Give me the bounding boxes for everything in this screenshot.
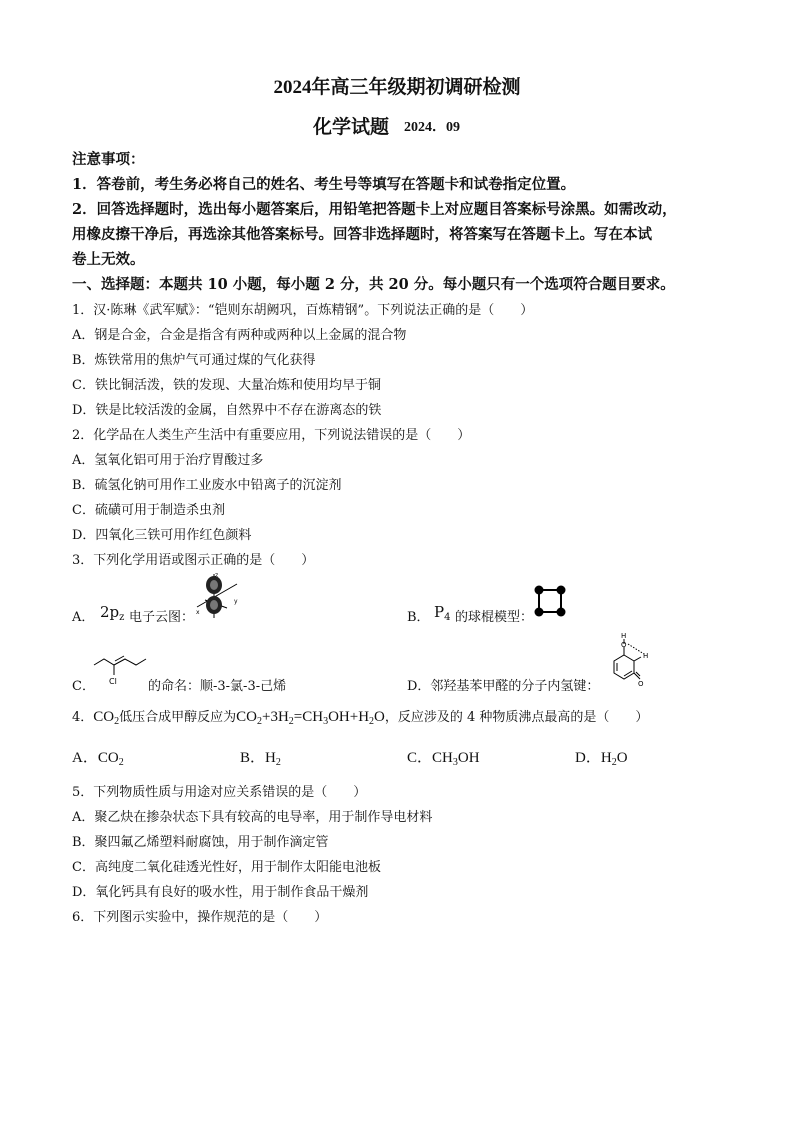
section-heading: 一、选择题：本题共 10 小题，每小题 2 分，共 20 分。每小题只有一个选项符合题目要求。 [72,276,675,293]
q2-option-b: B．硫氢化钠可用作工业废水中铅离子的沉淀剂 [72,478,342,493]
notice-item-2-line-3: 卷上无效。 [72,251,145,268]
exam-date: 2024．09 [404,120,460,135]
q3-option-d-text: D．邻羟基苯甲醛的分子内氢键： [407,679,600,694]
notice-item-2-line-1: 2．回答选择题时，选出每小题答案后，用铅笔把答题卡上对应题目答案标号涂黑。如需改动， [72,201,677,218]
q5-stem: 5．下列物质性质与用途对应关系错误的是（ ） [72,785,367,800]
q4-option-a: A．$CO_2$ [72,750,124,768]
q1-stem: 1．汉·陈琳《武军赋》：“铠则东胡阙巩，百炼精钢”。下列说法正确的是（ ） [72,303,534,318]
q3-option-b-formula: $P_4$ [434,603,451,623]
q2-option-d: D．四氧化三铁可用作红色颜料 [72,528,252,543]
q1-option-b: B．炼铁常用的焦炉气可通过煤的气化获得 [72,353,316,368]
notice-item-1: 1．答卷前，考生务必将自己的姓名、考生号等填写在答题卡和试卷指定位置。 [72,176,576,193]
q5-option-a: A．聚乙炔在掺杂状态下具有较高的电导率，用于制作导电材料 [72,810,433,825]
q5-option-c: C．高纯度二氧化硅透光性好，用于制作太阳能电池板 [72,860,381,875]
q4-option-b: B．$H_2$ [240,750,281,768]
q3-option-a-formula: $2p_z$ [100,603,125,623]
hexene-skeletal-structure [92,646,148,690]
q3-option-b-label: B． [407,610,430,625]
q4-option-c: C．$CH_3OH$ [407,750,480,768]
q4-stem: 4．$CO_2$低压合成甲醇反应为$CO_2+3H_2=CH_3OH+H_2O$，反应涉及的 4 种物质沸点最高的是（ ） [72,709,649,727]
q5-option-b: B．聚四氟乙烯塑料耐腐蚀，用于制作滴定管 [72,835,329,850]
q6-stem: 6．下列图示实验中，操作规范的是（ ） [72,910,328,925]
q5-option-d: D．氧化钙具有良好的吸水性，用于制作食品干燥剂 [72,885,369,900]
subject-title: 化学试题 [313,117,390,138]
q3-stem: 3．下列化学用语或图示正确的是（ ） [72,553,315,568]
p-orbital-electron-cloud-diagram [193,572,243,620]
q3-option-a-text: 电子云图： [129,610,195,625]
hydroxyl-o-label: O [621,641,627,649]
chlorine-atom-label: Cl [109,677,117,686]
q2-option-a: A．氢氧化铝可用于治疗胃酸过多 [72,453,264,468]
q4-option-d: D．$H_2O$ [575,750,628,768]
q3-option-c-text: 的命名：顺-3-氯-3-己烯 [148,679,287,694]
axis-x-label: x [196,609,200,616]
q1-option-d: D．铁是比较活泼的金属，自然界中不存在游离态的铁 [72,403,382,418]
q1-option-c: C．铁比铜活泼，铁的发现、大量冶炼和使用均早于铜 [72,378,381,393]
q4-equation: $CO_2+3H_2=CH_3OH+H_2O$ [236,709,385,727]
exam-title: 2024年高三年级期初调研检测 [273,77,521,98]
q3-option-b-text: 的球棍模型： [455,610,534,625]
notice-heading: 注意事项： [72,151,145,168]
aldehyde-o-label: O [638,680,644,688]
hydroxyl-h-label: H [621,632,627,640]
p4-ball-stick-model [532,583,568,619]
notice-item-2-line-2: 用橡皮擦干净后，再选涂其他答案标号。回答非选择题时，将答案写在答题卡上。写在本试 [72,226,652,243]
q2-option-c: C．硫磺可用于制造杀虫剂 [72,503,225,518]
q1-option-a: A．钢是合金，合金是指含有两种或两种以上金属的混合物 [72,328,407,343]
q3-option-a-label: A． [72,610,95,625]
aldehyde-h-label: H [643,652,649,660]
q2-stem: 2．化学品在人类生产生活中有重要应用，下列说法错误的是（ ） [72,428,471,443]
hydroxybenzaldehyde-hydrogen-bond-structure [608,628,658,688]
axis-y-label: y [234,598,238,605]
q3-option-c-label: C． [72,679,95,694]
axis-z-label: z [215,572,219,579]
